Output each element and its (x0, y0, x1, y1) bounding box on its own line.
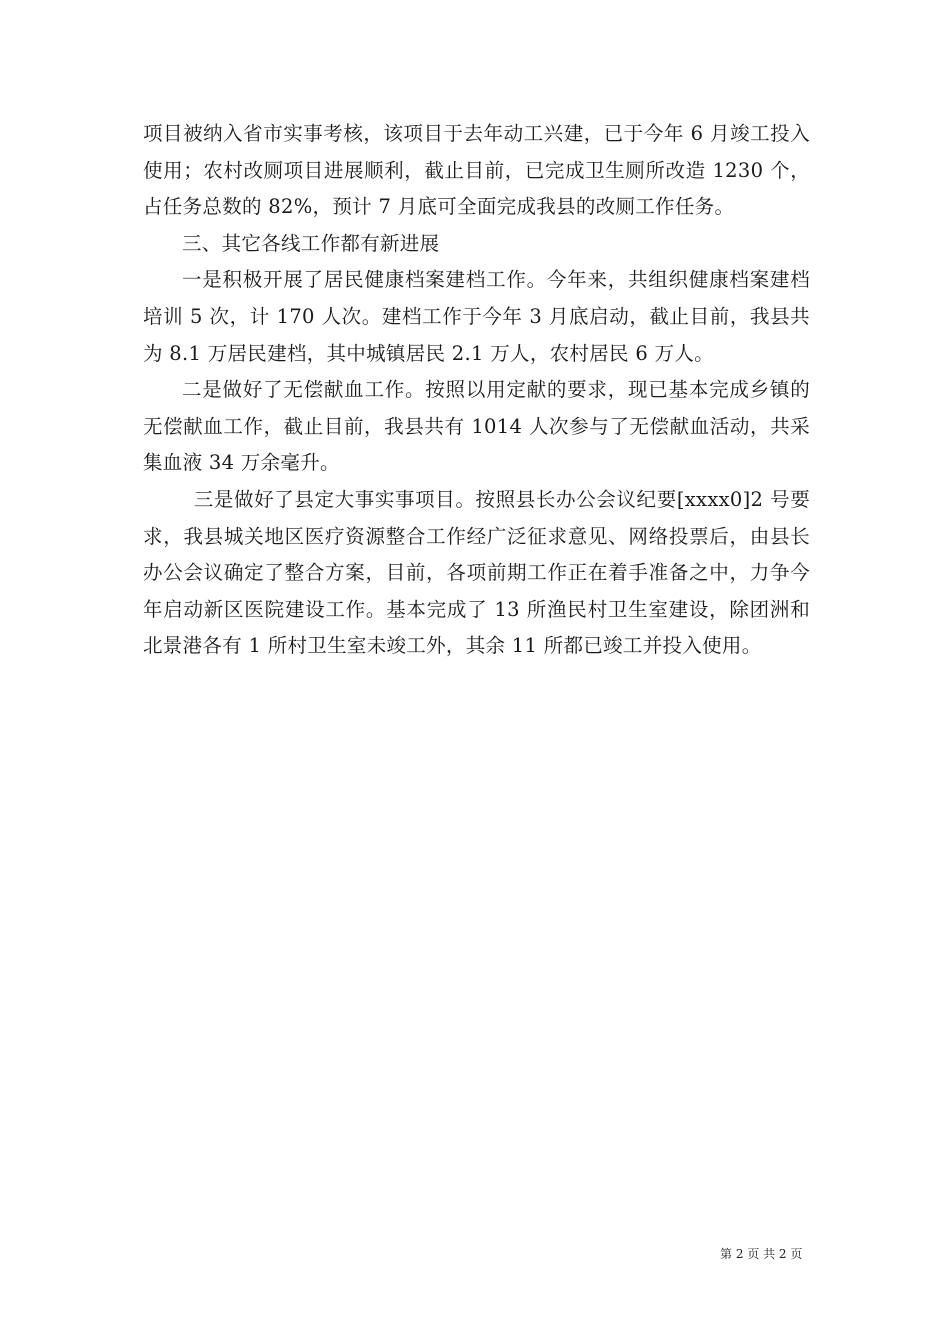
paragraph-health-records: 一是积极开展了居民健康档案建档工作。今年来，共组织健康档案建档培训 5 次，计 170 人次。建档工作于今年 3 月底启动，截止目前，我县共为 8.1 万居民建档，其中城镇居民 2.1 万人，农村居民 6 万人。 (143, 268, 810, 365)
paragraph-county-projects: 三是做好了县定大事实事项目。按照县长办公会议纪要[xxxx0]2 号要求，我县城关地区医疗资源整合工作经广泛征求意见、网络投票后，由县长办公会议确定了整合方案，目前，各项前期工作正在着手准备之中，力争今年启动新区医院建设工作。基本完成了 13 所渔民村卫生室建设，除团洲和北景港各有 1 所村卫生室未竣工外，其余 11 所都已竣工并投入使用。 (143, 487, 810, 658)
paragraph-continuation: 项目被纳入省市实事考核，该项目于去年动工兴建，已于今年 6 月竣工投入使用；农村改厕项目进展顺利，截止目前，已完成卫生厕所改造 1230 个，占任务总数的 82%，预计 7 月底可全面完成我县的改厕工作任务。 (143, 122, 810, 219)
page-number-footer: 第 2 页 共 2 页 (720, 1247, 803, 1261)
document-body (143, 116, 810, 665)
paragraph-blood-donation: 二是做好了无偿献血工作。按照以用定献的要求，现已基本完成乡镇的无偿献血工作，截止目前，我县共有 1014 人次参与了无偿献血活动，共采集血液 34 万余毫升。 (143, 378, 810, 475)
section-heading: 三、其它各线工作都有新进展 (182, 231, 440, 255)
